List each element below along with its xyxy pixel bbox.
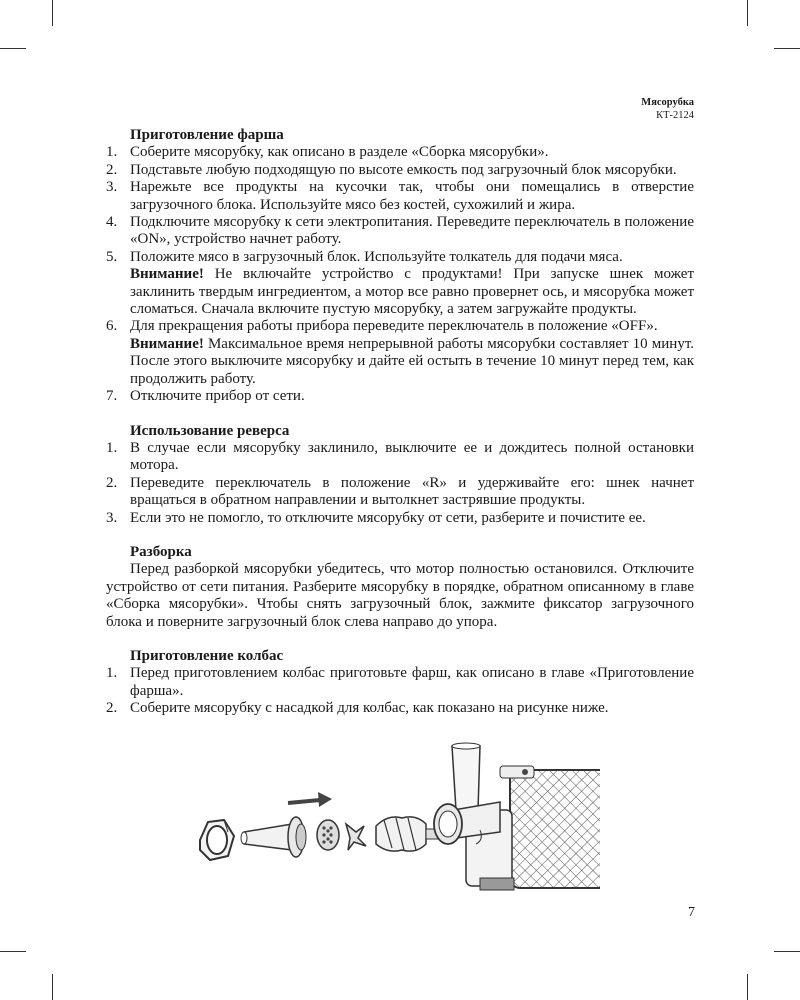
- list-item: 1. Соберите мясорубку, как описано в разделе «Сборка мясорубки».: [106, 144, 549, 161]
- warning-note: Внимание! Максимальное время непрерывной работы мясорубки составляет 10 минут. После этого выключите мясорубку и дайте ей остыть в течение 10 минут перед тем, как продолжить работу.: [130, 335, 694, 387]
- sausage-list: [106, 665, 694, 717]
- crop-mark: [52, 0, 53, 26]
- list-item: 2. Переведите переключатель в положение «R» и удерживайте его: шнек начнет вращаться в обратном направлении и вытолкнет застрявшие продукты.: [106, 474, 694, 509]
- warning-note: Внимание! Не включайте устройство с продуктами! При запуске шнек может заклинить твердым ингредиентом, а мотор все равно провернет ось, и мясорубка может сломаться. Сначала включите пустую мясорубку, а затем загружайте продукты.: [130, 266, 694, 318]
- grinding-plate-icon: [317, 820, 339, 850]
- meat-grinder-body-icon: [434, 743, 600, 890]
- page-content: [106, 127, 694, 718]
- sausage-assembly-illustration: [180, 740, 600, 900]
- header-model: КТ-2124: [656, 110, 694, 121]
- sausage-nozzle-icon: [241, 817, 306, 857]
- disassembly-paragraph: Перед разборкой мясорубки убедитесь, что мотор полностью остановился. Отключите устройство от сети питания. Разберите мясорубку в порядке, обратном описанному в главе «Сборка мясорубки». Чтобы снять загрузочный блок, зажмите фиксатор загрузочного блока и поверните загрузочный блок слева направо до упора.: [106, 561, 694, 630]
- list-item: 2. Подставьте любую подходящую по высоте емкость под загрузочный блок мясорубки.: [106, 161, 677, 178]
- cutting-blade-icon: [346, 824, 366, 850]
- crop-mark: [747, 974, 748, 1000]
- list-item: 4. Подключите мясорубку к сети электропитания. Переведите переключатель в положение «ON», устройство начнет работу.: [106, 214, 694, 248]
- crop-mark: [0, 951, 26, 952]
- auger-screw-icon: [376, 817, 438, 851]
- section-title-prep: Приготовление фарша: [130, 127, 284, 143]
- header-title: Мясорубка: [641, 97, 694, 108]
- section-title-reverse: Использование реверса: [130, 422, 290, 439]
- page-number: 7: [688, 905, 695, 920]
- crop-mark: [0, 48, 26, 49]
- list-item: 2. Соберите мясорубку с насадкой для колбас, как показано на рисунке ниже.: [106, 700, 609, 717]
- reverse-list: [106, 440, 694, 527]
- list-item: 1. В случае если мясорубку заклинило, выключите ее и дождитесь полной остановки мотора.: [106, 439, 694, 474]
- list-item: 3. Нарежьте все продукты на кусочки так, чтобы они помещались в отверстие загрузочного блока. Используйте мясо без костей, сухожилий и жира.: [106, 179, 694, 213]
- section-title-disassembly: Разборка: [130, 543, 192, 560]
- ring-nut-icon: [200, 820, 234, 860]
- running-header: [641, 96, 694, 122]
- list-item: 6. Для прекращения работы прибора переведите переключатель в положение «OFF». Внимание! Максимальное время непрерывной работы мясорубки составляет 10 минут. После этого выключите мясорубку и дайте ей остыть в течение 10 минут перед тем, как продолжить работу.: [106, 318, 694, 387]
- list-item: 5. Положите мясо в загрузочный блок. Используйте толкатель для подачи мяса. Внимание! Не включайте устройство с продуктами! При запуске шнек может заклинить твердым ингредиентом, а мотор все равно провернет ось, и мясорубка может сломаться. Сначала включите пустую мясорубку, а затем загружайте продукты.: [106, 248, 694, 318]
- crop-mark: [747, 0, 748, 26]
- direction-arrow-icon: [288, 792, 332, 807]
- crop-mark: [774, 951, 800, 952]
- prep-list: [106, 144, 694, 405]
- list-item: 1. Перед приготовлением колбас приготовьте фарш, как описано в главе «Приготовление фарша».: [106, 665, 694, 699]
- list-item: 7. Отключите прибор от сети.: [106, 388, 305, 405]
- section-title-sausage: Приготовление колбас: [130, 647, 284, 664]
- crop-mark: [52, 974, 53, 1000]
- crop-mark: [774, 48, 800, 49]
- list-item: 3. Если это не помогло, то отключите мясорубку от сети, разберите и почистите ее.: [106, 509, 646, 526]
